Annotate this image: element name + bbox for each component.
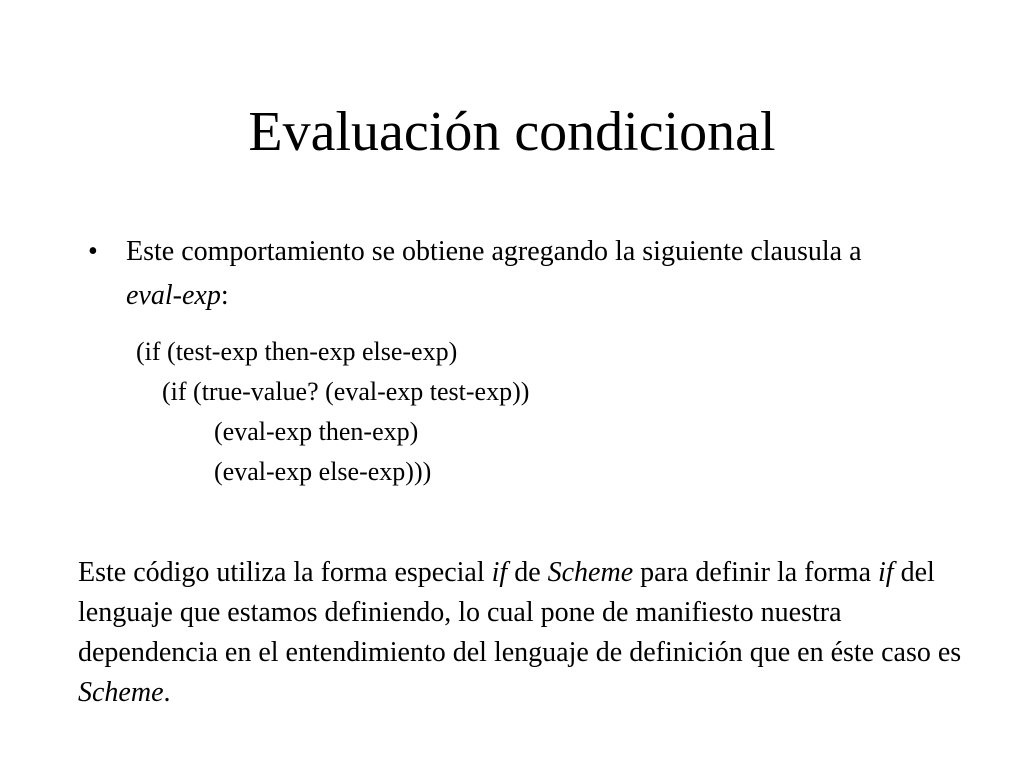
- slide-title: Evaluación condicional: [248, 101, 776, 163]
- paragraph-text: de: [507, 557, 548, 588]
- paragraph-text: del lenguaje que estamos definiendo, lo cual pone de manifiesto nuestra dependencia en el entendimiento del lenguaje de definición que en éste caso es: [78, 557, 962, 668]
- paragraph-text: para definir la forma: [633, 557, 879, 588]
- bullet-text-italic: eval-exp: [126, 280, 221, 311]
- bullet-text-after: :: [220, 280, 229, 311]
- code-line: (eval-exp else-exp))): [214, 457, 432, 486]
- bullet-text: [126, 230, 906, 318]
- code-line: (if (test-exp then-exp else-exp): [136, 337, 458, 366]
- paragraph-italic: Scheme: [547, 557, 634, 588]
- code-line: (eval-exp then-exp): [214, 417, 419, 446]
- paragraph-italic: if: [491, 557, 508, 588]
- paragraph-italic: Scheme: [78, 677, 164, 708]
- code-block: [136, 332, 529, 492]
- paragraph-text: Este código utiliza la forma especial: [78, 557, 492, 588]
- paragraph-italic: if: [878, 557, 894, 588]
- paragraph-text: .: [163, 677, 171, 708]
- bullet-text-before: Este comportamiento se obtiene agregando la siguiente clausula a: [126, 236, 862, 267]
- bullet-marker: •: [88, 236, 98, 267]
- explanation-paragraph: [78, 553, 968, 713]
- code-line: (if (true-value? (eval-exp test-exp)): [162, 377, 530, 406]
